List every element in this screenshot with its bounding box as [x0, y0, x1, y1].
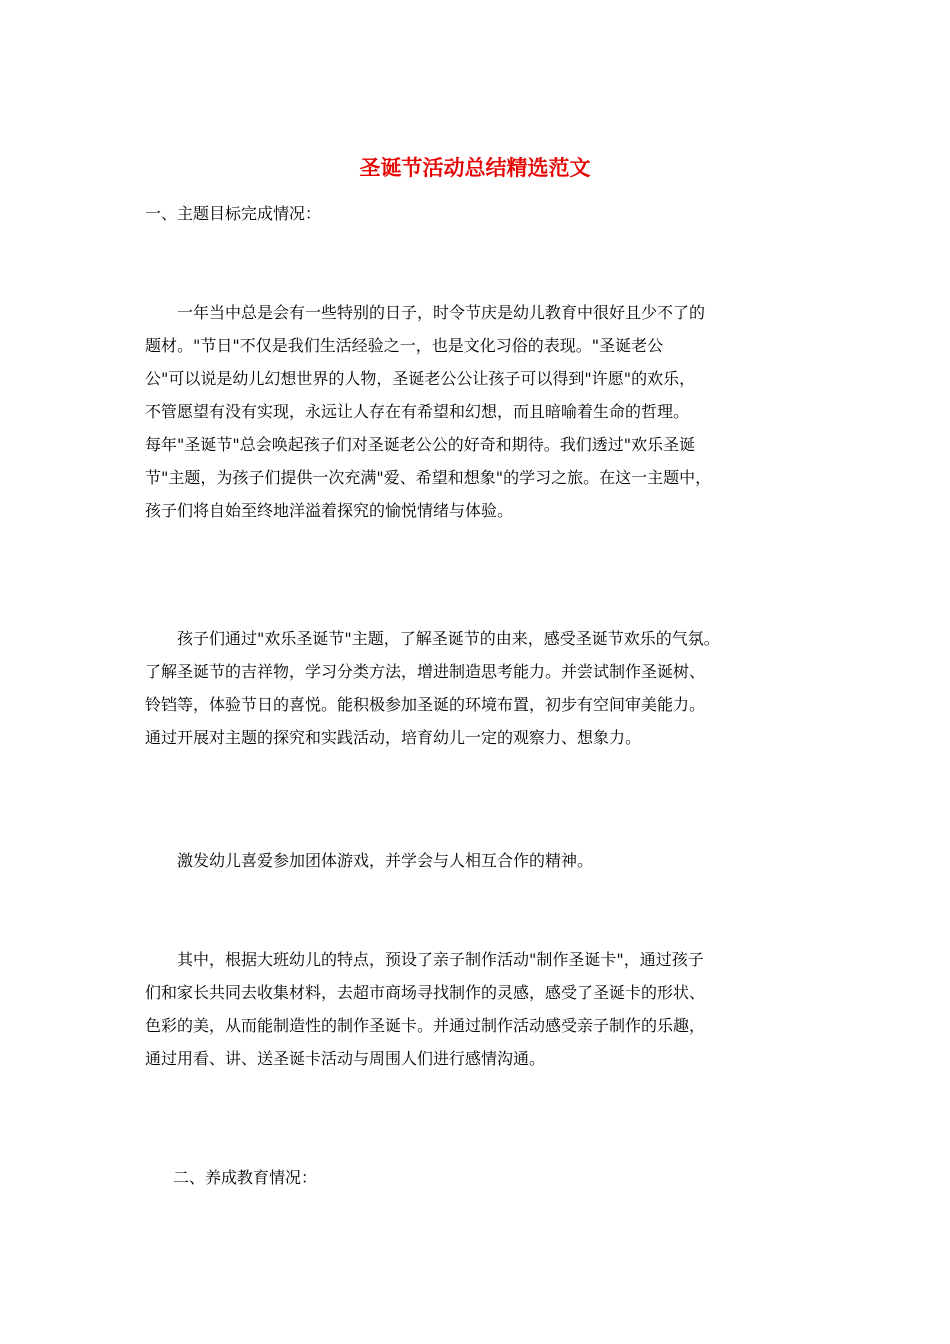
paragraph-1 — [145, 296, 813, 527]
document-title: 圣诞节活动总结精选范文 — [359, 155, 591, 180]
paragraph-line: 色彩的美，从而能制造性的制作圣诞卡。并通过制作活动感受亲子制作的乐趣， — [145, 1016, 706, 1035]
paragraph-4 — [145, 943, 813, 1075]
paragraph-line: 其中，根据大班幼儿的特点，预设了亲子制作活动"制作圣诞卡"，通过孩子 — [145, 950, 704, 969]
section-heading-2: 二、养成教育情况： — [173, 1168, 318, 1187]
paragraph-line: 公"可以说是幼儿幻想世界的人物，圣诞老公公让孩子可以得到"许愿"的欢乐， — [145, 369, 696, 388]
paragraph-3 — [145, 844, 813, 877]
paragraph-line: 了解圣诞节的吉祥物，学习分类方法，增进制造思考能力。并尝试制作圣诞树、 — [145, 662, 706, 681]
paragraph-line: 通过用看、讲、送圣诞卡活动与周围人们进行感情沟通。 — [145, 1049, 546, 1068]
section-heading-1: 一、主题目标完成情况： — [145, 204, 322, 223]
paragraph-line: 激发幼儿喜爱参加团体游戏，并学会与人相互合作的精神。 — [145, 851, 594, 870]
paragraph-line: 通过开展对主题的探究和实践活动，培育幼儿一定的观察力、想象力。 — [145, 728, 642, 747]
paragraph-line: 孩子们通过"欢乐圣诞节"主题，了解圣诞节的由来，感受圣诞节欢乐的气氛。 — [145, 629, 720, 648]
paragraph-line: 铃铛等，体验节日的喜悦。能积极参加圣诞的环境布置，初步有空间审美能力。 — [145, 695, 706, 714]
paragraph-line: 们和家长共同去收集材料，去超市商场寻找制作的灵感，感受了圣诞卡的形状、 — [145, 983, 706, 1002]
paragraph-line: 孩子们将自始至终地洋溢着探究的愉悦情绪与体验。 — [145, 501, 514, 520]
paragraph-line: 题材。"节日"不仅是我们生活经验之一，也是文化习俗的表现。"圣诞老公 — [145, 336, 664, 355]
paragraph-line: 节"主题，为孩子们提供一次充满"爱、希望和想象"的学习之旅。在这一主题中， — [145, 468, 712, 487]
paragraph-line: 一年当中总是会有一些特别的日子，时令节庆是幼儿教育中很好且少不了的 — [145, 303, 706, 322]
paragraph-line: 不管愿望有没有实现，永远让人存在有希望和幻想，而且暗喻着生命的哲理。 — [145, 402, 690, 421]
paragraph-line: 每年"圣诞节"总会唤起孩子们对圣诞老公公的好奇和期待。我们透过"欢乐圣诞 — [145, 435, 696, 454]
paragraph-2 — [145, 622, 813, 754]
